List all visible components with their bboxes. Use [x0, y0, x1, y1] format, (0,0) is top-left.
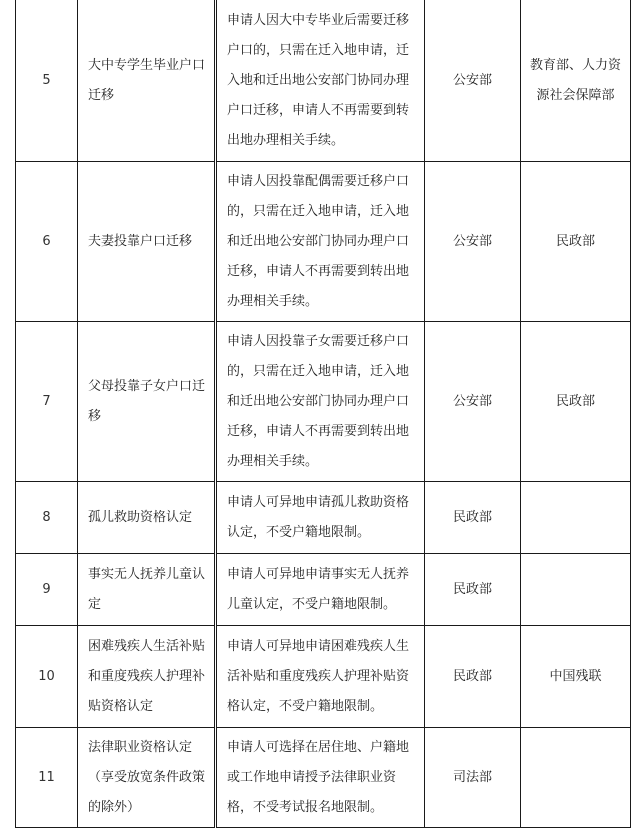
row-number: 9 [16, 554, 78, 626]
cooperating-department: 民政部 [521, 162, 631, 322]
cooperating-department [521, 728, 631, 828]
table-row [16, 322, 631, 482]
item-name: 大中专学生毕业户口迁移 [78, 0, 216, 162]
item-name: 孤儿救助资格认定 [78, 482, 216, 554]
item-description: 申请人因投靠子女需要迁移户口的，只需在迁入地申请，迁入地和迁出地公安部门协同办理户口迁移，申请人不再需要到转出地办理相关手续。 [216, 322, 425, 482]
item-description: 申请人可异地申请事实无人抚养儿童认定，不受户籍地限制。 [216, 554, 425, 626]
lead-department: 民政部 [425, 626, 521, 728]
item-description: 申请人因投靠配偶需要迁移户口的，只需在迁入地申请，迁入地和迁出地公安部门协同办理户口迁移，申请人不再需要到转出地办理相关手续。 [216, 162, 425, 322]
item-name: 事实无人抚养儿童认定 [78, 554, 216, 626]
row-number: 10 [16, 626, 78, 728]
item-description: 申请人可异地申请困难残疾人生活补贴和重度残疾人护理补贴资格认定，不受户籍地限制。 [216, 626, 425, 728]
table-row [16, 554, 631, 626]
table-row [16, 482, 631, 554]
service-table [15, 0, 631, 828]
item-name: 困难残疾人生活补贴和重度残疾人护理补贴资格认定 [78, 626, 216, 728]
item-name: 父母投靠子女户口迁移 [78, 322, 216, 482]
item-name: 法律职业资格认定（享受放宽条件政策的除外） [78, 728, 216, 828]
cooperating-department: 教育部、人力资源社会保障部 [521, 0, 631, 162]
lead-department: 司法部 [425, 728, 521, 828]
item-description: 申请人可选择在居住地、户籍地或工作地申请授予法律职业资格，不受考试报名地限制。 [216, 728, 425, 828]
row-number: 5 [16, 0, 78, 162]
row-number: 6 [16, 162, 78, 322]
lead-department: 公安部 [425, 322, 521, 482]
cooperating-department [521, 482, 631, 554]
lead-department: 民政部 [425, 482, 521, 554]
item-description: 申请人因大中专毕业后需要迁移户口的，只需在迁入地申请，迁入地和迁出地公安部门协同办理户口迁移，申请人不再需要到转出地办理相关手续。 [216, 0, 425, 162]
item-name: 夫妻投靠户口迁移 [78, 162, 216, 322]
table-row [16, 728, 631, 828]
table-row [16, 162, 631, 322]
row-number: 7 [16, 322, 78, 482]
cooperating-department: 中国残联 [521, 626, 631, 728]
cooperating-department [521, 554, 631, 626]
row-number: 11 [16, 728, 78, 828]
cooperating-department: 民政部 [521, 322, 631, 482]
table-row [16, 626, 631, 728]
table-row [16, 0, 631, 162]
item-description: 申请人可异地申请孤儿救助资格认定，不受户籍地限制。 [216, 482, 425, 554]
row-number: 8 [16, 482, 78, 554]
lead-department: 公安部 [425, 0, 521, 162]
lead-department: 民政部 [425, 554, 521, 626]
lead-department: 公安部 [425, 162, 521, 322]
